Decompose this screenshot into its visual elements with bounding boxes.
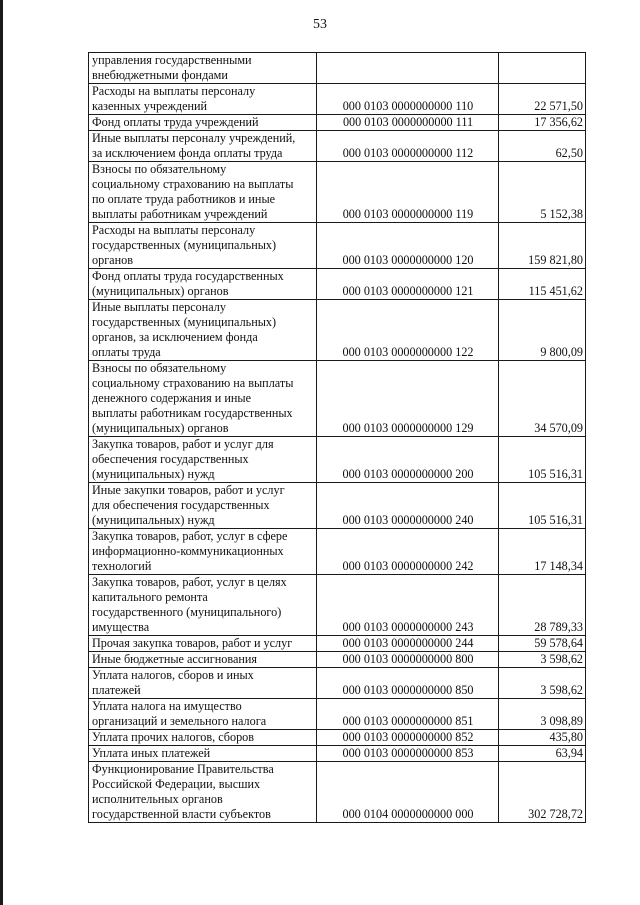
budget-code-cell: 000 0103 0000000000 242 — [317, 529, 499, 575]
expense-name-cell: Взносы по обязательному социальному страхованию на выплаты денежного содержания и иные выплаты работникам государственных (муниципальных) органов — [89, 361, 317, 437]
table-row — [89, 636, 586, 652]
expense-name-cell: Уплата налога на имущество организаций и земельного налога — [89, 699, 317, 730]
expense-name-cell: Иные выплаты персоналу учреждений, за исключением фонда оплаты труда — [89, 131, 317, 162]
expense-name-cell: Иные закупки товаров, работ и услуг для обеспечения государственных (муниципальных) нужд — [89, 483, 317, 529]
table-row — [89, 437, 586, 483]
budget-code-cell: 000 0103 0000000000 121 — [317, 269, 499, 300]
expense-name-cell: Функционирование Правительства Российской Федерации, высших исполнительных органов государственной власти субъектов — [89, 762, 317, 823]
table-row — [89, 699, 586, 730]
expense-name-cell: Прочая закупка товаров, работ и услуг — [89, 636, 317, 652]
amount-cell: 3 098,89 — [499, 699, 586, 730]
table-row — [89, 84, 586, 115]
table-row — [89, 115, 586, 131]
table-row — [89, 668, 586, 699]
table-row — [89, 162, 586, 223]
budget-code-cell: 000 0103 0000000000 851 — [317, 699, 499, 730]
table-row — [89, 652, 586, 668]
table-row — [89, 746, 586, 762]
table-row — [89, 269, 586, 300]
expense-name-cell: Иные выплаты персоналу государственных (муниципальных) органов, за исключением фонда оплаты труда — [89, 300, 317, 361]
expense-name-cell: Фонд оплаты труда учреждений — [89, 115, 317, 131]
budget-code-cell: 000 0103 0000000000 800 — [317, 652, 499, 668]
amount-cell: 105 516,31 — [499, 483, 586, 529]
amount-cell: 28 789,33 — [499, 575, 586, 636]
expense-name-cell: Уплата иных платежей — [89, 746, 317, 762]
budget-code-cell: 000 0103 0000000000 244 — [317, 636, 499, 652]
budget-code-cell: 000 0103 0000000000 850 — [317, 668, 499, 699]
budget-code-cell — [317, 53, 499, 84]
expense-name-cell: Взносы по обязательному социальному страхованию на выплаты по оплате труда работников и иные выплаты работникам учреждений — [89, 162, 317, 223]
table-row — [89, 131, 586, 162]
amount-cell: 105 516,31 — [499, 437, 586, 483]
budget-code-cell: 000 0103 0000000000 200 — [317, 437, 499, 483]
budget-code-cell: 000 0103 0000000000 120 — [317, 223, 499, 269]
budget-code-cell: 000 0103 0000000000 852 — [317, 730, 499, 746]
budget-code-cell: 000 0103 0000000000 111 — [317, 115, 499, 131]
table-row — [89, 300, 586, 361]
amount-cell: 115 451,62 — [499, 269, 586, 300]
amount-cell: 22 571,50 — [499, 84, 586, 115]
table-row — [89, 529, 586, 575]
expense-name-cell: Уплата налогов, сборов и иных платежей — [89, 668, 317, 699]
table-row — [89, 575, 586, 636]
scan-edge — [0, 0, 3, 905]
amount-cell: 302 728,72 — [499, 762, 586, 823]
amount-cell: 3 598,62 — [499, 668, 586, 699]
amount-cell: 3 598,62 — [499, 652, 586, 668]
expense-name-cell: Закупка товаров, работ, услуг в целях капитального ремонта государственного (муниципального) имущества — [89, 575, 317, 636]
amount-cell: 17 356,62 — [499, 115, 586, 131]
budget-code-cell: 000 0104 0000000000 000 — [317, 762, 499, 823]
amount-cell: 59 578,64 — [499, 636, 586, 652]
expense-name-cell: Закупка товаров, работ и услуг для обеспечения государственных (муниципальных) нужд — [89, 437, 317, 483]
table-row — [89, 53, 586, 84]
amount-cell: 159 821,80 — [499, 223, 586, 269]
amount-cell: 17 148,34 — [499, 529, 586, 575]
amount-cell: 435,80 — [499, 730, 586, 746]
table-row — [89, 483, 586, 529]
budget-code-cell: 000 0103 0000000000 240 — [317, 483, 499, 529]
expense-name-cell: Фонд оплаты труда государственных (муниципальных) органов — [89, 269, 317, 300]
amount-cell — [499, 53, 586, 84]
expense-name-cell: Расходы на выплаты персоналу казенных учреждений — [89, 84, 317, 115]
page-number: 53 — [313, 17, 327, 32]
expense-name-cell: Иные бюджетные ассигнования — [89, 652, 317, 668]
budget-table — [88, 52, 586, 823]
table-row — [89, 361, 586, 437]
amount-cell: 34 570,09 — [499, 361, 586, 437]
table-row — [89, 762, 586, 823]
expense-name-cell: Уплата прочих налогов, сборов — [89, 730, 317, 746]
budget-code-cell: 000 0103 0000000000 129 — [317, 361, 499, 437]
amount-cell: 62,50 — [499, 131, 586, 162]
budget-code-cell: 000 0103 0000000000 122 — [317, 300, 499, 361]
amount-cell: 9 800,09 — [499, 300, 586, 361]
budget-code-cell: 000 0103 0000000000 112 — [317, 131, 499, 162]
amount-cell: 5 152,38 — [499, 162, 586, 223]
budget-code-cell: 000 0103 0000000000 243 — [317, 575, 499, 636]
budget-code-cell: 000 0103 0000000000 119 — [317, 162, 499, 223]
amount-cell: 63,94 — [499, 746, 586, 762]
budget-code-cell: 000 0103 0000000000 853 — [317, 746, 499, 762]
budget-code-cell: 000 0103 0000000000 110 — [317, 84, 499, 115]
expense-name-cell: управления государственными внебюджетными фондами — [89, 53, 317, 84]
expense-name-cell: Расходы на выплаты персоналу государственных (муниципальных) органов — [89, 223, 317, 269]
table-row — [89, 223, 586, 269]
expense-name-cell: Закупка товаров, работ, услуг в сфере информационно-коммуникационных технологий — [89, 529, 317, 575]
budget-table-body — [89, 53, 586, 823]
table-row — [89, 730, 586, 746]
